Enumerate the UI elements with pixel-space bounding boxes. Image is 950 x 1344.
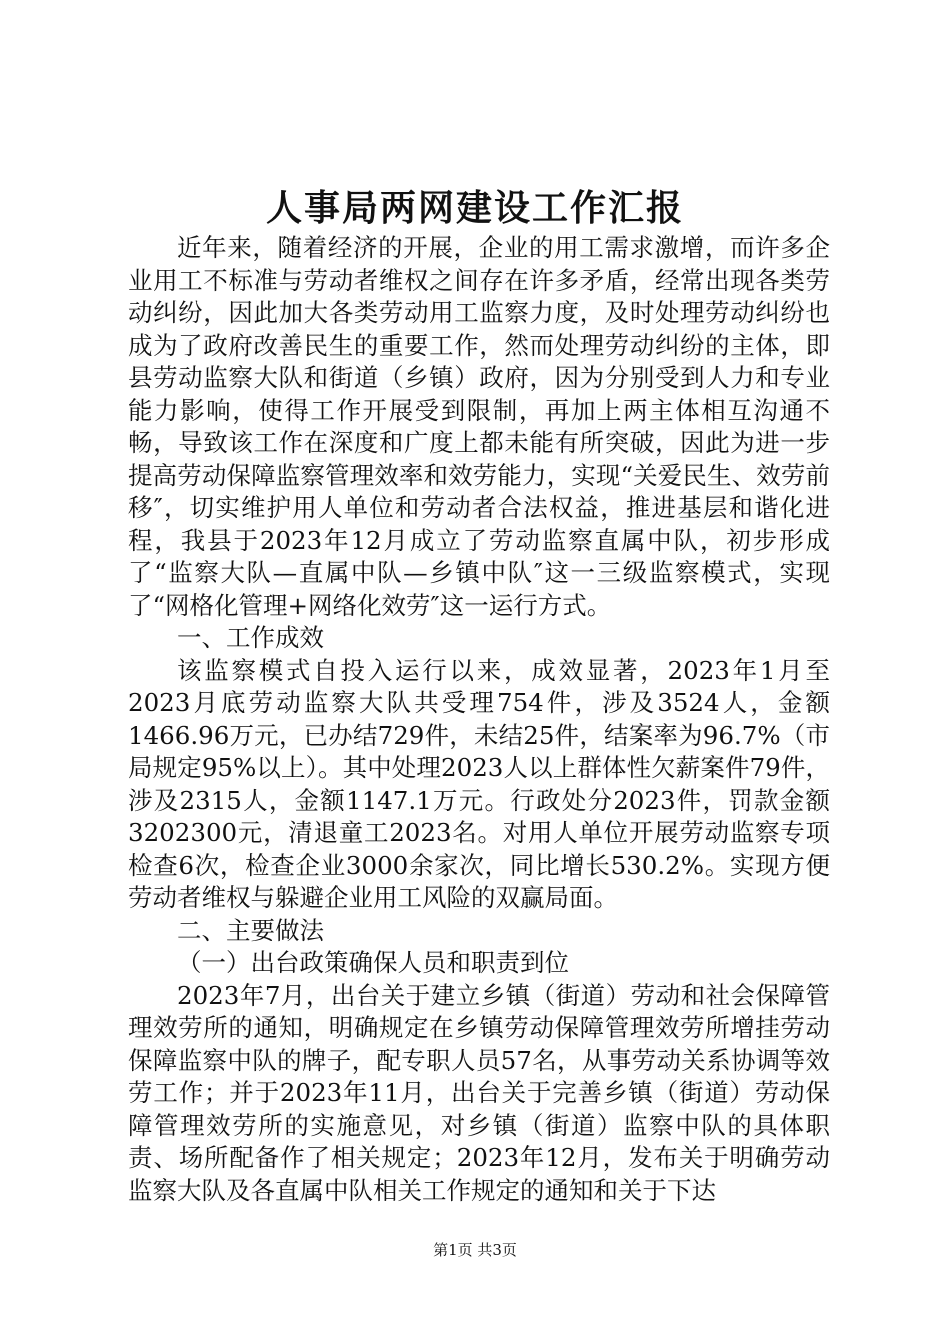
subsection-heading-policy: （一）出台政策确保人员和职责到位 bbox=[177, 948, 569, 977]
document-title: 人事局两网建设工作汇报 bbox=[265, 187, 684, 229]
section-heading-methods: 二、主要做法 bbox=[177, 915, 324, 945]
paragraph-policy: 2023年7月，出台关于建立乡镇（街道）劳动和社会保障管理效劳所的通知，明确规定在乡镇劳动保障管理效劳所增挂劳动保障监察中队的牌子，配专职人员57名，从事劳动关系协调等效劳工作；并于2023年11月，出台关于完善乡镇（街道）劳动保障管理效劳所的实施意见，对乡镇（街道）监察中队的具体职责、场所配备作了相关规定；2023年12月，发布关于明确劳动监察大队及各直属中队相关工作规定的通知和关于下达 bbox=[128, 980, 830, 1205]
section-heading-results: 一、工作成效 bbox=[177, 623, 324, 652]
paragraph-intro: 近年来，随着经济的开展，企业的用工需求激增，而许多企业用工不标准与劳动者维权之间存在许多矛盾，经常出现各类劳动纠纷，因此加大各类劳动用工监察力度，及时处理劳动纠纷也成为了政府改善民生的重要工作，然而处理劳动纠纷的主体，即县劳动监察大队和街道（乡镇）政府，因为分别受到人力和专业能力影响，使得工作开展受到限制，再加上两主体相互沟通不畅，导致该工作在深度和广度上都未能有所突破，因此为进一步提高劳动保障监察管理效率和效劳能力，实现“关爱民生、效劳前移″，切实维护用人单位和劳动者合法权益，推进基层和谐化进程，我县于2023年12月成立了劳动监察直属中队，初步形成了“监察大队—直属中队—乡镇中队″这一三级监察模式，实现了“网格化管理+网络化效劳″这一运行方式。 bbox=[128, 233, 830, 620]
paragraph-results: 该监察模式自投入运行以来，成效显著，2023年1月至2023月底劳动监察大队共受理754件，涉及3524人，金额1466.96万元，已办结729件，未结25件，结案率为96.7%（市局规定95%以上）。其中处理2023人以上群体性欠薪案件79件，涉及2315人，金额1147.1万元。行政处分2023件，罚款金额3202300元，清退童工2023名。对用人单位开展劳动监察专项检查6次，检查企业3000余家次，同比增长530.2%。实现方便劳动者维权与躲避企业用工风险的双赢局面。 bbox=[128, 655, 830, 912]
document-body bbox=[128, 232, 830, 1207]
page-number-footer: 第1页 共3页 bbox=[433, 1241, 517, 1259]
